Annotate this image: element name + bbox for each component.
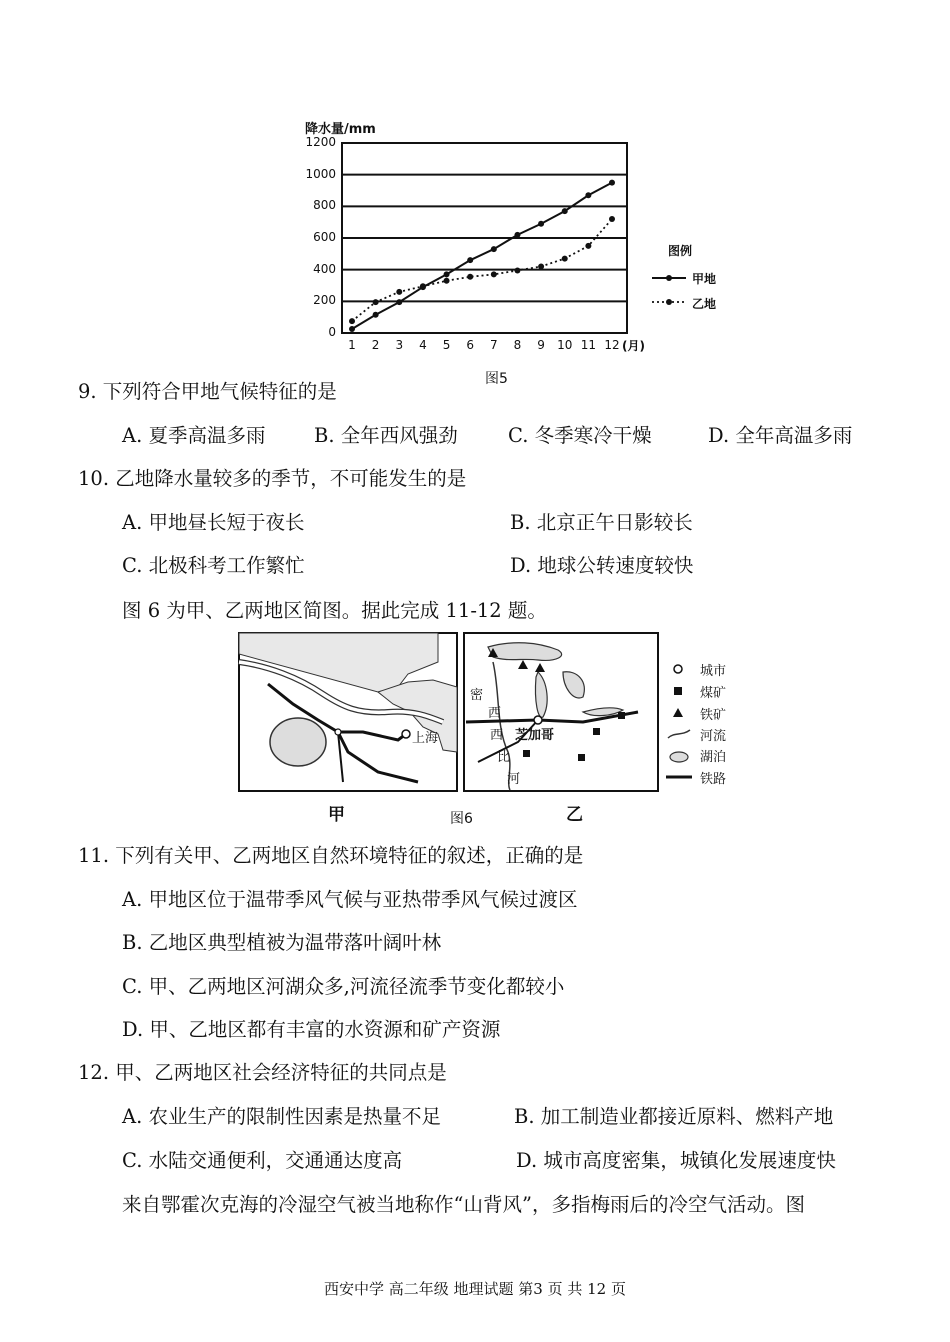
q9-option-d: D. 全年高温多雨 bbox=[708, 424, 853, 447]
legend-point-yi bbox=[666, 299, 672, 305]
data-point-yi bbox=[491, 271, 497, 277]
x-tick-label: 8 bbox=[513, 338, 522, 352]
data-point-yi bbox=[349, 318, 355, 324]
y-tick-label: 400 bbox=[313, 261, 336, 276]
x-tick-label: 7 bbox=[489, 338, 498, 352]
series-line-jia bbox=[352, 183, 612, 329]
x-tick-label: 5 bbox=[442, 338, 451, 352]
map-yi-label: 乙 bbox=[566, 805, 583, 825]
x-tick-label: 1 bbox=[348, 338, 356, 352]
map-label-chicago: 芝加哥 bbox=[515, 728, 555, 743]
x-tick-label: 10 bbox=[557, 338, 573, 352]
chart-y-axis-label: 降水量/mm bbox=[305, 122, 376, 137]
data-point-jia bbox=[609, 180, 615, 186]
legend-coal-icon bbox=[674, 687, 682, 695]
data-point-jia bbox=[349, 326, 355, 332]
map-jia-shanghai-marker bbox=[402, 730, 410, 738]
coal-marker bbox=[578, 754, 585, 761]
data-point-jia bbox=[396, 299, 402, 305]
data-point-yi bbox=[562, 256, 568, 262]
x-tick-label: 3 bbox=[395, 338, 404, 352]
q12-option-a: A. 农业生产的限制性因素是热量不足 bbox=[122, 1105, 441, 1128]
data-point-yi bbox=[420, 283, 426, 289]
page-footer: 西安中学 高二年级 地理试题 第3 页 共 12 页 bbox=[323, 1280, 626, 1298]
question-11-stem: 11. 下列有关甲、乙两地区自然环境特征的叙述，正确的是 bbox=[78, 844, 584, 867]
data-point-jia bbox=[538, 221, 544, 227]
data-point-yi bbox=[444, 278, 450, 284]
q10-option-d: D. 地球公转速度较快 bbox=[510, 554, 694, 577]
legend-lake-icon bbox=[670, 752, 688, 762]
map-label-mississippi-2: 西 bbox=[488, 706, 502, 721]
map-label-shanghai: 上海 bbox=[412, 731, 439, 746]
next-question-intro: 来自鄂霍次克海的冷湿空气被当地称作“山背风”，多指梅雨后的冷空气活动。图 bbox=[122, 1193, 805, 1216]
legend-label-jia: 甲地 bbox=[692, 272, 717, 286]
q10-option-a: A. 甲地昼长短于夜长 bbox=[122, 511, 305, 534]
map-yi-chicago-marker bbox=[534, 716, 542, 724]
legend-iron-icon bbox=[673, 708, 683, 717]
data-point-jia bbox=[467, 257, 473, 263]
data-point-yi bbox=[373, 299, 379, 305]
q11-option-c: C. 甲、乙两地区河湖众多,河流径流季节变化都较小 bbox=[122, 975, 565, 998]
y-tick-label: 200 bbox=[313, 293, 336, 308]
data-point-jia bbox=[444, 271, 450, 277]
q11-option-b: B. 乙地区典型植被为温带落叶阔叶林 bbox=[122, 931, 442, 954]
chart-x-axis-label: (月) bbox=[622, 339, 645, 353]
y-tick-label: 1200 bbox=[305, 135, 336, 149]
figure5-caption: 图5 bbox=[485, 371, 508, 387]
legend-coal: 煤矿 bbox=[700, 686, 727, 701]
x-tick-label: 4 bbox=[419, 338, 427, 352]
map-jia-city-marker bbox=[335, 729, 341, 735]
coal-marker bbox=[593, 728, 600, 735]
q9-option-a: A. 夏季高温多雨 bbox=[122, 424, 266, 447]
data-point-yi bbox=[467, 274, 473, 280]
map-jia-label: 甲 bbox=[328, 805, 345, 825]
x-tick-label: 11 bbox=[580, 338, 596, 352]
map-label-mississippi-5: 河 bbox=[507, 772, 521, 787]
q10-option-c: C. 北极科考工作繁忙 bbox=[122, 554, 305, 577]
map-label-mississippi-1: 密 bbox=[470, 688, 484, 703]
legend-point-jia bbox=[666, 275, 672, 281]
coal-marker bbox=[618, 712, 625, 719]
data-point-yi bbox=[514, 267, 520, 273]
data-point-jia bbox=[491, 246, 497, 252]
legend-title: 图例 bbox=[668, 244, 693, 258]
data-point-jia bbox=[373, 312, 379, 318]
maps-svg bbox=[238, 632, 660, 792]
question-10-stem: 10. 乙地降水量较多的季节，不可能发生的是 bbox=[78, 467, 467, 490]
map-label-mississippi-4: 比 bbox=[497, 750, 511, 765]
map-legend-symbols bbox=[664, 658, 704, 788]
data-point-yi bbox=[585, 243, 591, 249]
legend-city: 城市 bbox=[700, 664, 727, 679]
q9-option-c: C. 冬季寒冷干燥 bbox=[508, 424, 652, 447]
data-point-jia bbox=[562, 208, 568, 214]
data-point-jia bbox=[585, 192, 591, 198]
data-point-yi bbox=[538, 264, 544, 270]
question-12-stem: 12. 甲、乙两地区社会经济特征的共同点是 bbox=[78, 1061, 447, 1084]
map-label-mississippi-3: 西 bbox=[490, 728, 504, 743]
legend-iron: 铁矿 bbox=[700, 708, 727, 723]
q9-option-b: B. 全年西风强劲 bbox=[314, 424, 458, 447]
figure6-intro: 图 6 为甲、乙两地区简图。据此完成 11-12 题。 bbox=[122, 599, 547, 622]
q10-option-b: B. 北京正午日影较长 bbox=[510, 511, 693, 534]
data-point-yi bbox=[609, 216, 615, 222]
legend-river-icon bbox=[668, 730, 690, 738]
q12-option-c: C. 水陆交通便利，交通通达度高 bbox=[122, 1149, 403, 1172]
x-tick-label: 12 bbox=[604, 338, 620, 352]
data-point-jia bbox=[514, 232, 520, 238]
legend-lake: 湖泊 bbox=[700, 750, 727, 765]
data-point-yi bbox=[396, 289, 402, 295]
coal-marker bbox=[523, 750, 530, 757]
legend-label-yi: 乙地 bbox=[692, 297, 717, 311]
q12-option-b: B. 加工制造业都接近原料、燃料产地 bbox=[514, 1105, 834, 1128]
map-jia-taihu-lake bbox=[270, 718, 326, 766]
y-tick-label: 0 bbox=[328, 325, 336, 339]
legend-railway: 铁路 bbox=[700, 772, 727, 787]
q12-option-d: D. 城市高度密集，城镇化发展速度快 bbox=[516, 1149, 836, 1172]
q11-option-d: D. 甲、乙地区都有丰富的水资源和矿产资源 bbox=[122, 1018, 501, 1041]
legend-city-icon bbox=[674, 665, 682, 673]
figure6-caption: 图6 bbox=[450, 811, 473, 827]
x-tick-label: 9 bbox=[537, 338, 545, 352]
x-tick-label: 2 bbox=[371, 338, 380, 352]
y-tick-label: 800 bbox=[313, 198, 336, 213]
y-tick-label: 600 bbox=[313, 230, 336, 244]
chart-plot bbox=[0, 0, 950, 380]
y-tick-label: 1000 bbox=[305, 166, 336, 181]
x-tick-label: 6 bbox=[466, 338, 474, 352]
legend-river: 河流 bbox=[700, 729, 727, 744]
q11-option-a: A. 甲地区位于温带季风气候与亚热带季风气候过渡区 bbox=[122, 888, 578, 911]
question-9-stem: 9. 下列符合甲地气候特征的是 bbox=[78, 380, 337, 403]
